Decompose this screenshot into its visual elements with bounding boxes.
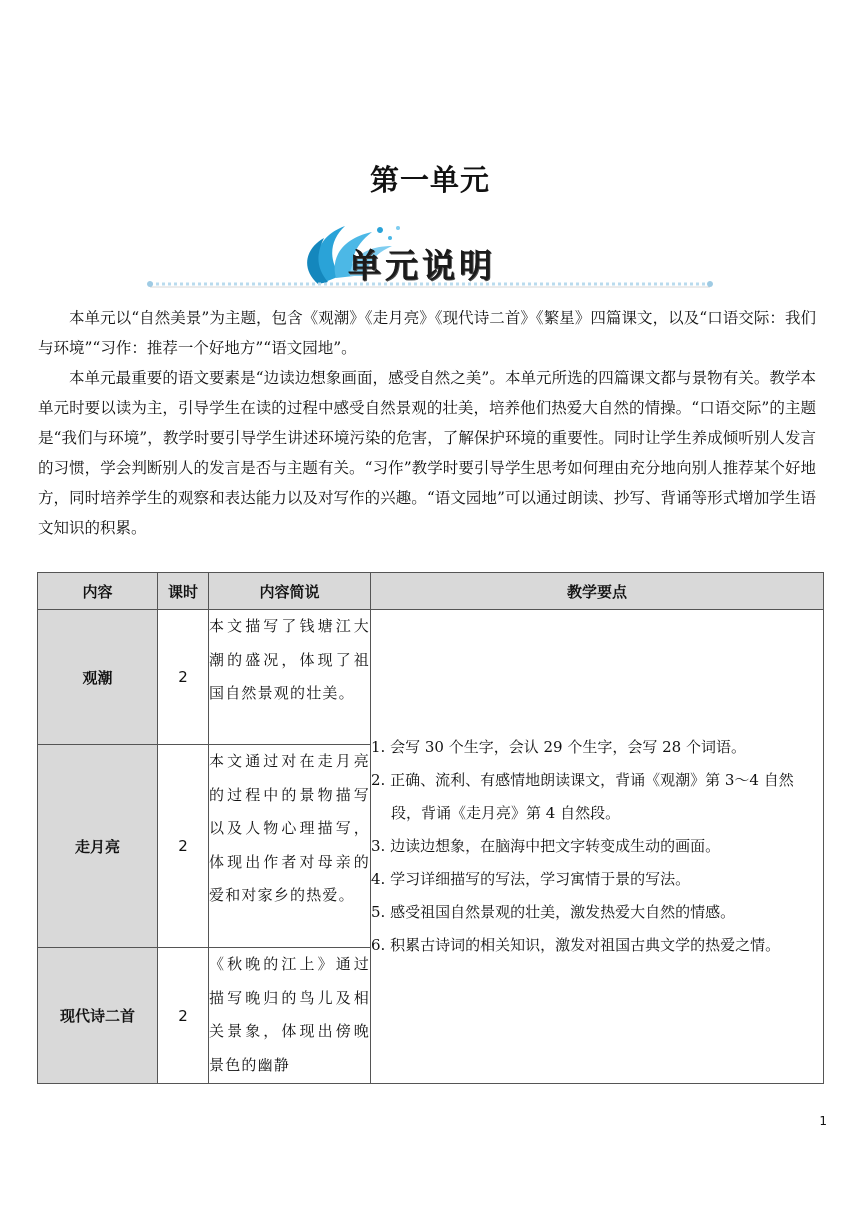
teaching-point: 2. 正确、流利、有感情地朗读课文，背诵《观潮》第 3～4 自然段，背诵《走月亮》第 4 自然段。 bbox=[371, 771, 794, 822]
lesson-name: 现代诗二首 bbox=[38, 948, 158, 1084]
lesson-summary: 《秋晚的江上》通过描写晚归的鸟儿及相关景象，体现出傍晚景色的幽静 bbox=[209, 948, 371, 1084]
intro-paragraph: 本单元最重要的语文要素是“边读边想象画面，感受自然之美”。本单元所选的四篇课文都与景物有关。教学本单元时要以读为主，引导学生在读的过程中感受自然景观的壮美，培养他们热爱大自然的情操。“口语交际”的主题是“我们与环境”，教学时要引导学生讲述环境污染的危害，了解保护环境的重要性。同时让学生养成倾听别人发言的习惯，学会判断别人的发言是否与主题有关。“习作”教学时要引导学生思考如何理由充分地向别人推荐某个好地方，同时培养学生的观察和表达能力以及对写作的兴趣。“语文园地”可以通过朗读、抄写、背诵等形式增加学生语文知识的积累。 bbox=[38, 369, 816, 537]
teaching-point: 5. 感受祖国自然景观的壮美，激发热爱大自然的情感。 bbox=[371, 903, 736, 921]
teaching-point: 1. 会写 30 个生字，会认 29 个生字，会写 28 个词语。 bbox=[371, 738, 746, 756]
column-header: 内容 bbox=[38, 573, 158, 610]
page-number: 1 bbox=[819, 1114, 827, 1128]
lesson-summary: 本文通过对在走月亮的过程中的景物描写以及人物心理描写，体现出作者对母亲的爱和对家乡的热爱。 bbox=[209, 745, 371, 948]
lesson-name: 观潮 bbox=[38, 610, 158, 745]
lesson-hours: 2 bbox=[158, 745, 209, 948]
teaching-point: 3. 边读边想象，在脑海中把文字转变成生动的画面。 bbox=[371, 837, 721, 855]
teaching-point: 4. 学习详细描写的写法，学习寓情于景的写法。 bbox=[371, 870, 691, 888]
table-row bbox=[38, 610, 824, 745]
intro-text bbox=[38, 303, 816, 543]
column-header: 教学要点 bbox=[371, 573, 824, 610]
lesson-name: 走月亮 bbox=[38, 745, 158, 948]
column-header: 课时 bbox=[158, 573, 209, 610]
teaching-point: 6. 积累古诗词的相关知识，激发对祖国古典文学的热爱之情。 bbox=[371, 936, 781, 954]
column-header: 内容简说 bbox=[209, 573, 371, 610]
lesson-hours: 2 bbox=[158, 948, 209, 1084]
unit-plan-table bbox=[37, 572, 824, 1084]
teaching-points bbox=[371, 610, 824, 1084]
page-title: 第一单元 bbox=[369, 163, 490, 197]
intro-paragraph: 本单元以“自然美景”为主题，包含《观潮》《走月亮》《现代诗二首》《繁星》四篇课文，以及“口语交际：我们与环境”“习作：推荐一个好地方”“语文园地”。 bbox=[38, 309, 816, 357]
lesson-summary: 本文描写了钱塘江大潮的盛况，体现了祖国自然景观的壮美。 bbox=[209, 610, 371, 745]
table-header-row bbox=[38, 573, 824, 610]
banner-title: 单元说明 bbox=[348, 246, 496, 285]
lesson-hours: 2 bbox=[158, 610, 209, 745]
